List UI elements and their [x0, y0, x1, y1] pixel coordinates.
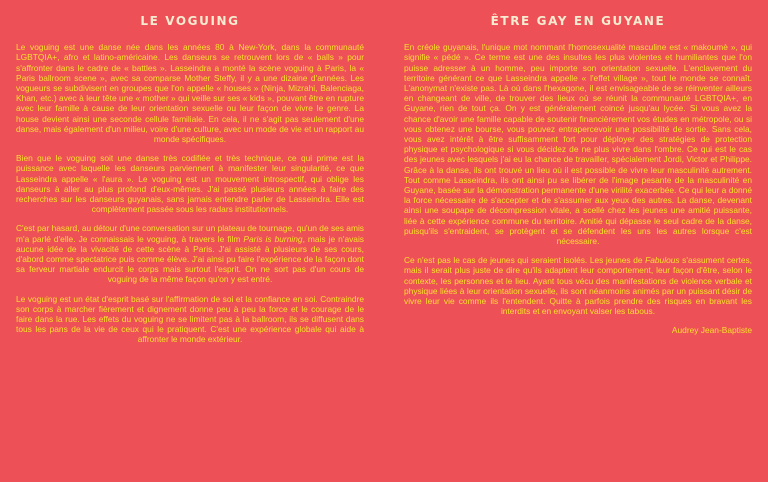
left-paragraph-4: Le voguing est un état d'esprit basé sur l'affirmation de soi et la confiance en soi. Contraindre son corps à marcher fièrement et dignement donne peu à peu la force et le courage de le faire dans la rue. Les effets du voguing ne se limitent pas à la ballroom, ils se diffusent dans tous les pans de la vie de ceux qui le pratiquent. C'est une expérience globale qui aide à affronter le monde extérieur. — [16, 293, 364, 345]
left-column — [16, 16, 364, 354]
right-p2-start: Ce n'est pas le cas de jeunes qui seraient isolés. Les jeunes de — [404, 255, 646, 266]
film-title: Paris is burning — [243, 233, 303, 244]
left-title: LE VOGUING — [140, 14, 240, 28]
film-title-fabulous: Fabulous — [645, 255, 680, 266]
left-p3-start: C'est par hasard, au détour d'une conversation sur un plateau de tournage, qu'un de ses amis m'a parlé d'elle. Je connaissais le voguing, à travers le film — [16, 223, 364, 244]
right-title: ÊTRE GAY EN GUYANE — [490, 14, 666, 28]
left-paragraph-1: Le voguing est une danse née dans les années 80 à New-York, dans la communauté LGBTQIA+, afro et latino-américaine. Les danseurs se retrouvent lors de « balls » pour s'affronter dans le cadre de « battles ». Lasseindra a monté la scène voguing à Paris, la « Paris ballroom scene », avec sa comparse Mother Steffy, il y a une dizaine d'années. Les vogueurs se subdivisent en groupes que l'on appelle « houses » (Ninja, Mizrahi, Balenciaga, Khan, etc.) avec à leur tête une « mother » qui veille sur ses « kids », pouvant être en rupture avec leur famille à cause de leur orientation sexuelle ou leur façon de vivre le genre. La house devient ainsi une seconde cellule familiale. En cela, il ne s'agit pas seulement d'une danse, mais également d'un milieu, voire d'une culture, avec un mode de vie et un rapport au monde spécifiques. — [16, 42, 364, 145]
left-p3-end: , mais je n'avais aucune idée de la vivacité de cette scène à Paris. J'ai assisté à plusieurs de ses cours, d'abord comme spectatrice puis comme élève. J'ai ainsi pu faire l'expérience de la façon dont sa ferveur martiale endurcit le corps mais surtout l'esprit. On ne sort pas d'un cours de voguing de la même façon qu'on y est entré. — [16, 233, 364, 285]
right-paragraph-2 — [404, 255, 752, 316]
right-column — [404, 16, 752, 345]
left-paragraph-3 — [16, 223, 364, 284]
left-paragraph-2: Bien que le voguing soit une danse très codifiée et très technique, ce qui prime est la puissance avec laquelle les danseurs parviennent à manifester leur singularité, ce que Lasseindra appelle « l'aura ». Le voguing est un mouvement introspectif, qui oblige les danseurs à aller au plus profond d'eux-mêmes. J'ai passé plusieurs années à faire des recherches sur les danseurs guyanais, sans jamais entendre parler de Lasseindra. Elle est complètement passée sous les radars institutionnels. — [16, 153, 364, 215]
author-signature: Audrey Jean-Baptiste — [671, 325, 752, 336]
right-p2-end: s'assument certes, mais il serait plus juste de dire qu'ils adaptent leur comportement, leur façon d'être, selon le contexte, les personnes et le lieu. Ayant tous vécu des manifestations de violence verbale et physique liées à leur orientation sexuelle, ils sont néanmoins animés par un puissant désir de vivre leur vie comme ils l'entendent. Quitte à parfois prendre des risques en bravant les interdits et en envoyant valser les tabous. — [404, 255, 752, 317]
right-paragraph-1: En créole guyanais, l'unique mot nommant l'homosexualité masculine est « makoumè », qui signifie « pédé ». Ce terme est une des insultes les plus violentes et humiliantes que l'on puisse adresser à un homme, peu importe son orientation sexuelle. L'enclavement du territoire générant ce que Lasseindra appelle « l'effet village », tout le monde se connaît. L'anonymat n'existe pas. Là où dans l'hexagone, il est envisageable de se réinventer ailleurs en changeant de ville, de trouver des lieux où se réunit la communauté LGBTQIA+, en Guyane, rien de tout ça. On y est généralement coincé jusqu'au lycée. Si vous avez la chance d'avoir une famille capable de soutenir financièrement vos études en métropole, ou si vous obtenez une bourse, vous pouvez entrapercevoir une possibilité de sortie. Sans cela, vous avez intérêt à être suffisamment fort pour déployer des stratégies de protection physique et psychologique si vous décidez de ne plus vivre dans l'ombre. Ce qui est le cas des jeunes avec lesquels j'ai eu la chance de travailler, spécialement Jordi, Victor et Philippe. Grâce à la danse, ils ont trouvé un lieu où il est possible de vivre leur masculinité autrement. Tout comme Lasseindra, ils ont ainsi pu se libérer de l'image pesante de la masculinité en Guyane, basée sur la démonstration permanente d'une virilité exacerbée. Ce qui leur a donné la force nécessaire de s'accepter et de s'assumer aux yeux des autres. La danse, devenant ainsi une soupape de décompression vitale, a scellé chez les jeunes une amitié puissante, liée à cette expérience commune du territoire. Amitié qui dépasse le seul cadre de la danse, puisqu'ils s'entraident, se protègent et se défendent les uns les autres lorsque c'est nécessaire. — [404, 42, 752, 247]
